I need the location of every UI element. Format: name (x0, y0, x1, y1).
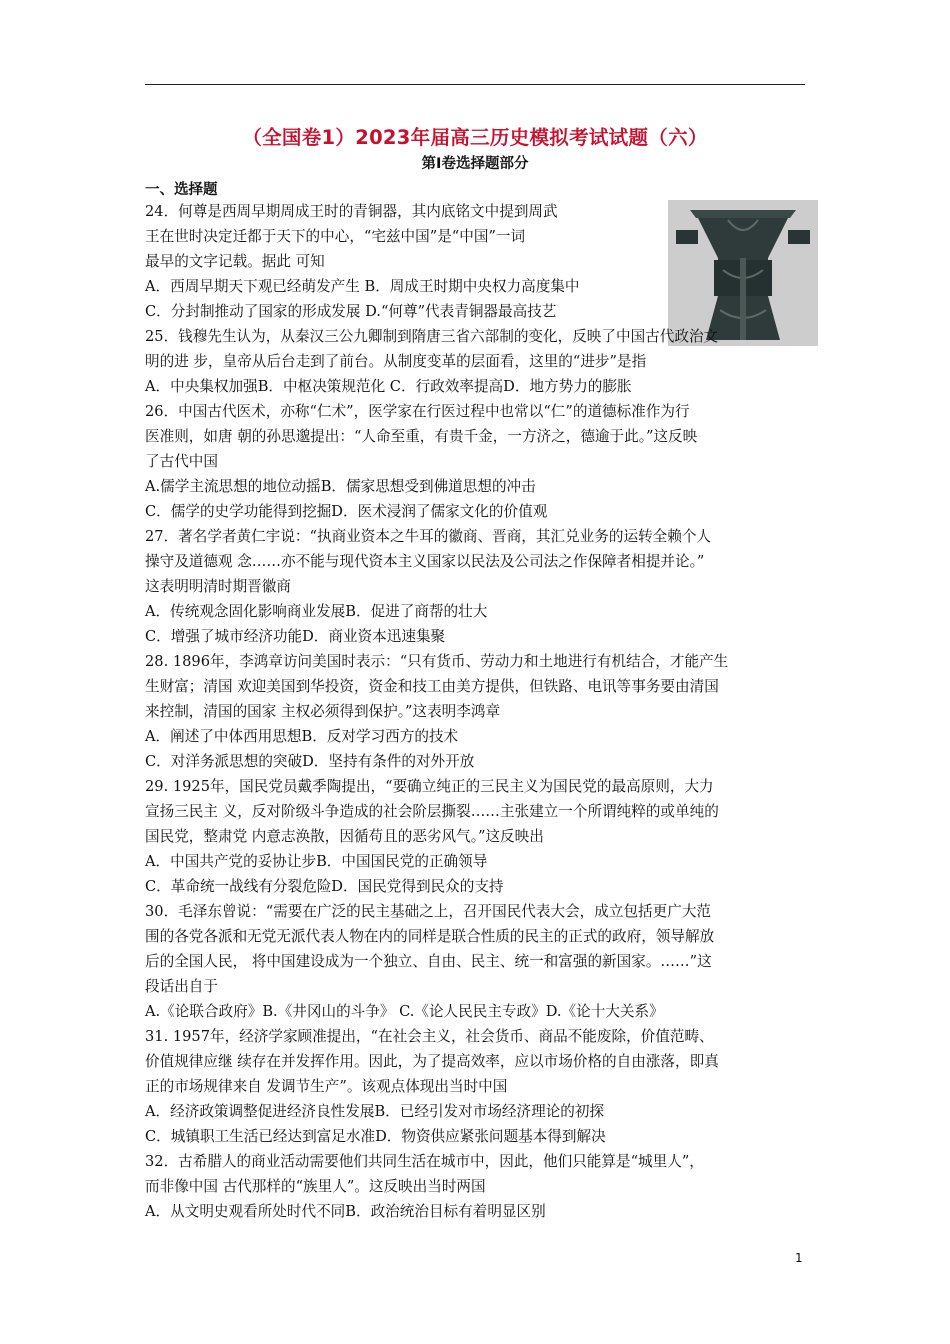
text-line: 明的进 步，皇帝从后台走到了前台。从制度变革的层面看，这里的“进步”是指 (145, 353, 647, 370)
text-line: C．儒学的史学功能得到挖掘D．医术浸润了儒家文化的价值观 (145, 503, 548, 520)
text-line: 26．中国古代医术，亦称“仁术”，医学家在行医过程中也常以“仁”的道德标准作为行 (145, 403, 690, 420)
text-line: 医准则，如唐 朝的孙思邈提出：“人命至重，有贵千金，一方济之，德逾于此。”这反映 (145, 428, 698, 445)
text-line: A．中国共产党的妥协让步B．中国国民党的正确领导 (145, 853, 488, 870)
text-line: 正的市场规律来自 发调节生产”。该观点体现出当时中国 (145, 1078, 508, 1095)
bronze-vessel-image (668, 200, 818, 346)
text-line: A．阐述了中体西用思想B．反对学习西方的技术 (145, 728, 459, 745)
text-line: 27．著名学者黄仁宇说：“执商业资本之牛耳的徽商、晋商，其汇兑业务的运转全赖个人 (145, 528, 712, 545)
text-line: 王在世时决定迁都于天下的中心，“宅兹中国”是“中国”一词 (145, 228, 526, 245)
text-line: 29. 1925年，国民党员戴季陶提出，“要确立纯正的三民主义为国民党的最高原则，大力 (145, 778, 714, 795)
text-line: C．增强了城市经济功能D．商业资本迅速集聚 (145, 628, 446, 645)
text-line: 价值规律应继 续存在并发挥作用。因此，为了提高效率，应以市场价格的自由涨落，即真 (145, 1053, 719, 1070)
text-line: 段话出自于 (145, 978, 218, 995)
text-line: A．传统观念固化影响商业发展B．促进了商帮的壮大 (145, 603, 488, 620)
section-heading: 一、选择题 (145, 182, 218, 198)
text-line: 最早的文字记载。据此 可知 (145, 253, 325, 270)
text-line: 后的全国人民， 将中国建设成为一个独立、自由、民主、统一和富强的新国家。……”这 (145, 953, 712, 970)
text-line: C．城镇职工生活已经达到富足水准D．物资供应紧张问题基本得到解决 (145, 1128, 606, 1145)
text-line: 国民党，整肃党 内意志涣散，因循苟且的恶劣风气。”这反映出 (145, 828, 544, 845)
text-line: 30．毛泽东曾说：“需要在广泛的民主基础之上，召开国民代表大会，成立包括更广大范 (145, 903, 712, 920)
text-line: 32．古希腊人的商业活动需要他们共同生活在城市中，因此，他们只能算是“城里人”， (145, 1153, 704, 1170)
text-line: C．革命统一战线有分裂危险D．国民党得到民众的支持 (145, 878, 504, 895)
text-line: 24．何尊是西周早期周成王时的青铜器，其内底铭文中提到周武 (145, 203, 558, 220)
text-line: 这表明明清时期晋徽商 (145, 578, 291, 595)
header-rule (145, 84, 805, 85)
text-line: 31. 1957年，经济学家顾准提出，“在社会主义，社会货币、商品不能废除，价值范畴、 (145, 1028, 714, 1045)
page-number: 1 (795, 1251, 803, 1265)
text-line: A．西周早期天下观已经萌发产生 B．周成王时期中央权力高度集中 (145, 278, 580, 295)
text-line: 了古代中国 (145, 453, 218, 470)
text-line: A.儒学主流思想的地位动摇B．儒家思想受到佛道思想的冲击 (145, 478, 536, 495)
text-line: A．经济政策调整促进经济良性发展B．已经引发对市场经济理论的初探 (145, 1103, 605, 1120)
text-line: 而非像中国 古代那样的“族里人”。这反映出当时两国 (145, 1178, 486, 1195)
text-line: 围的各党各派和无党无派代表人物在内的同样是联合性质的民主的正式的政府，领导解放 (145, 928, 715, 945)
page-subtitle: 第Ⅰ卷选择题部分 (421, 156, 529, 172)
text-line: A.《论联合政府》B.《井冈山的斗争》 C.《论人民民主专政》D.《论十大关系》 (145, 1003, 664, 1020)
text-line: C．分封制推动了国家的形成发展 D.“何尊”代表青铜器最高技艺 (145, 303, 557, 320)
text-line: 宣扬三民主 义，反对阶级斗争造成的社会阶层撕裂……主张建立一个所谓纯粹的或单纯的 (145, 803, 719, 820)
page-title: （全国卷1）2023年届高三历史模拟考试试题（六） (242, 126, 708, 149)
text-line: 生财富；清国 欢迎美国到华投资，资金和技工由美方提供，但铁路、电讯等事务要由清国 (145, 678, 719, 695)
text-line: 操守及道德观 念……亦不能与现代资本主义国家以民法及公司法之作保障者相提并论。” (145, 553, 705, 570)
text-line: 25．钱穆先生认为，从秦汉三公九卿制到隋唐三省六部制的变化，反映了中国古代政治文 (145, 328, 719, 345)
text-line: C．对洋务派思想的突破D．坚持有条件的对外开放 (145, 753, 475, 770)
text-line: A．从文明史观看所处时代不同B．政治统治目标有着明显区别 (145, 1203, 546, 1220)
text-line: A．中央集权加强B．中枢决策规范化 C．行政效率提高D．地方势力的膨胀 (145, 378, 632, 395)
text-line: 28. 1896年，李鸿章访问美国时表示：“只有货币、劳动力和土地进行有机结合，才能产生 (145, 653, 729, 670)
text-line: 来控制，清国的国家 主权必须得到保护。”这表明李鸿章 (145, 703, 501, 720)
